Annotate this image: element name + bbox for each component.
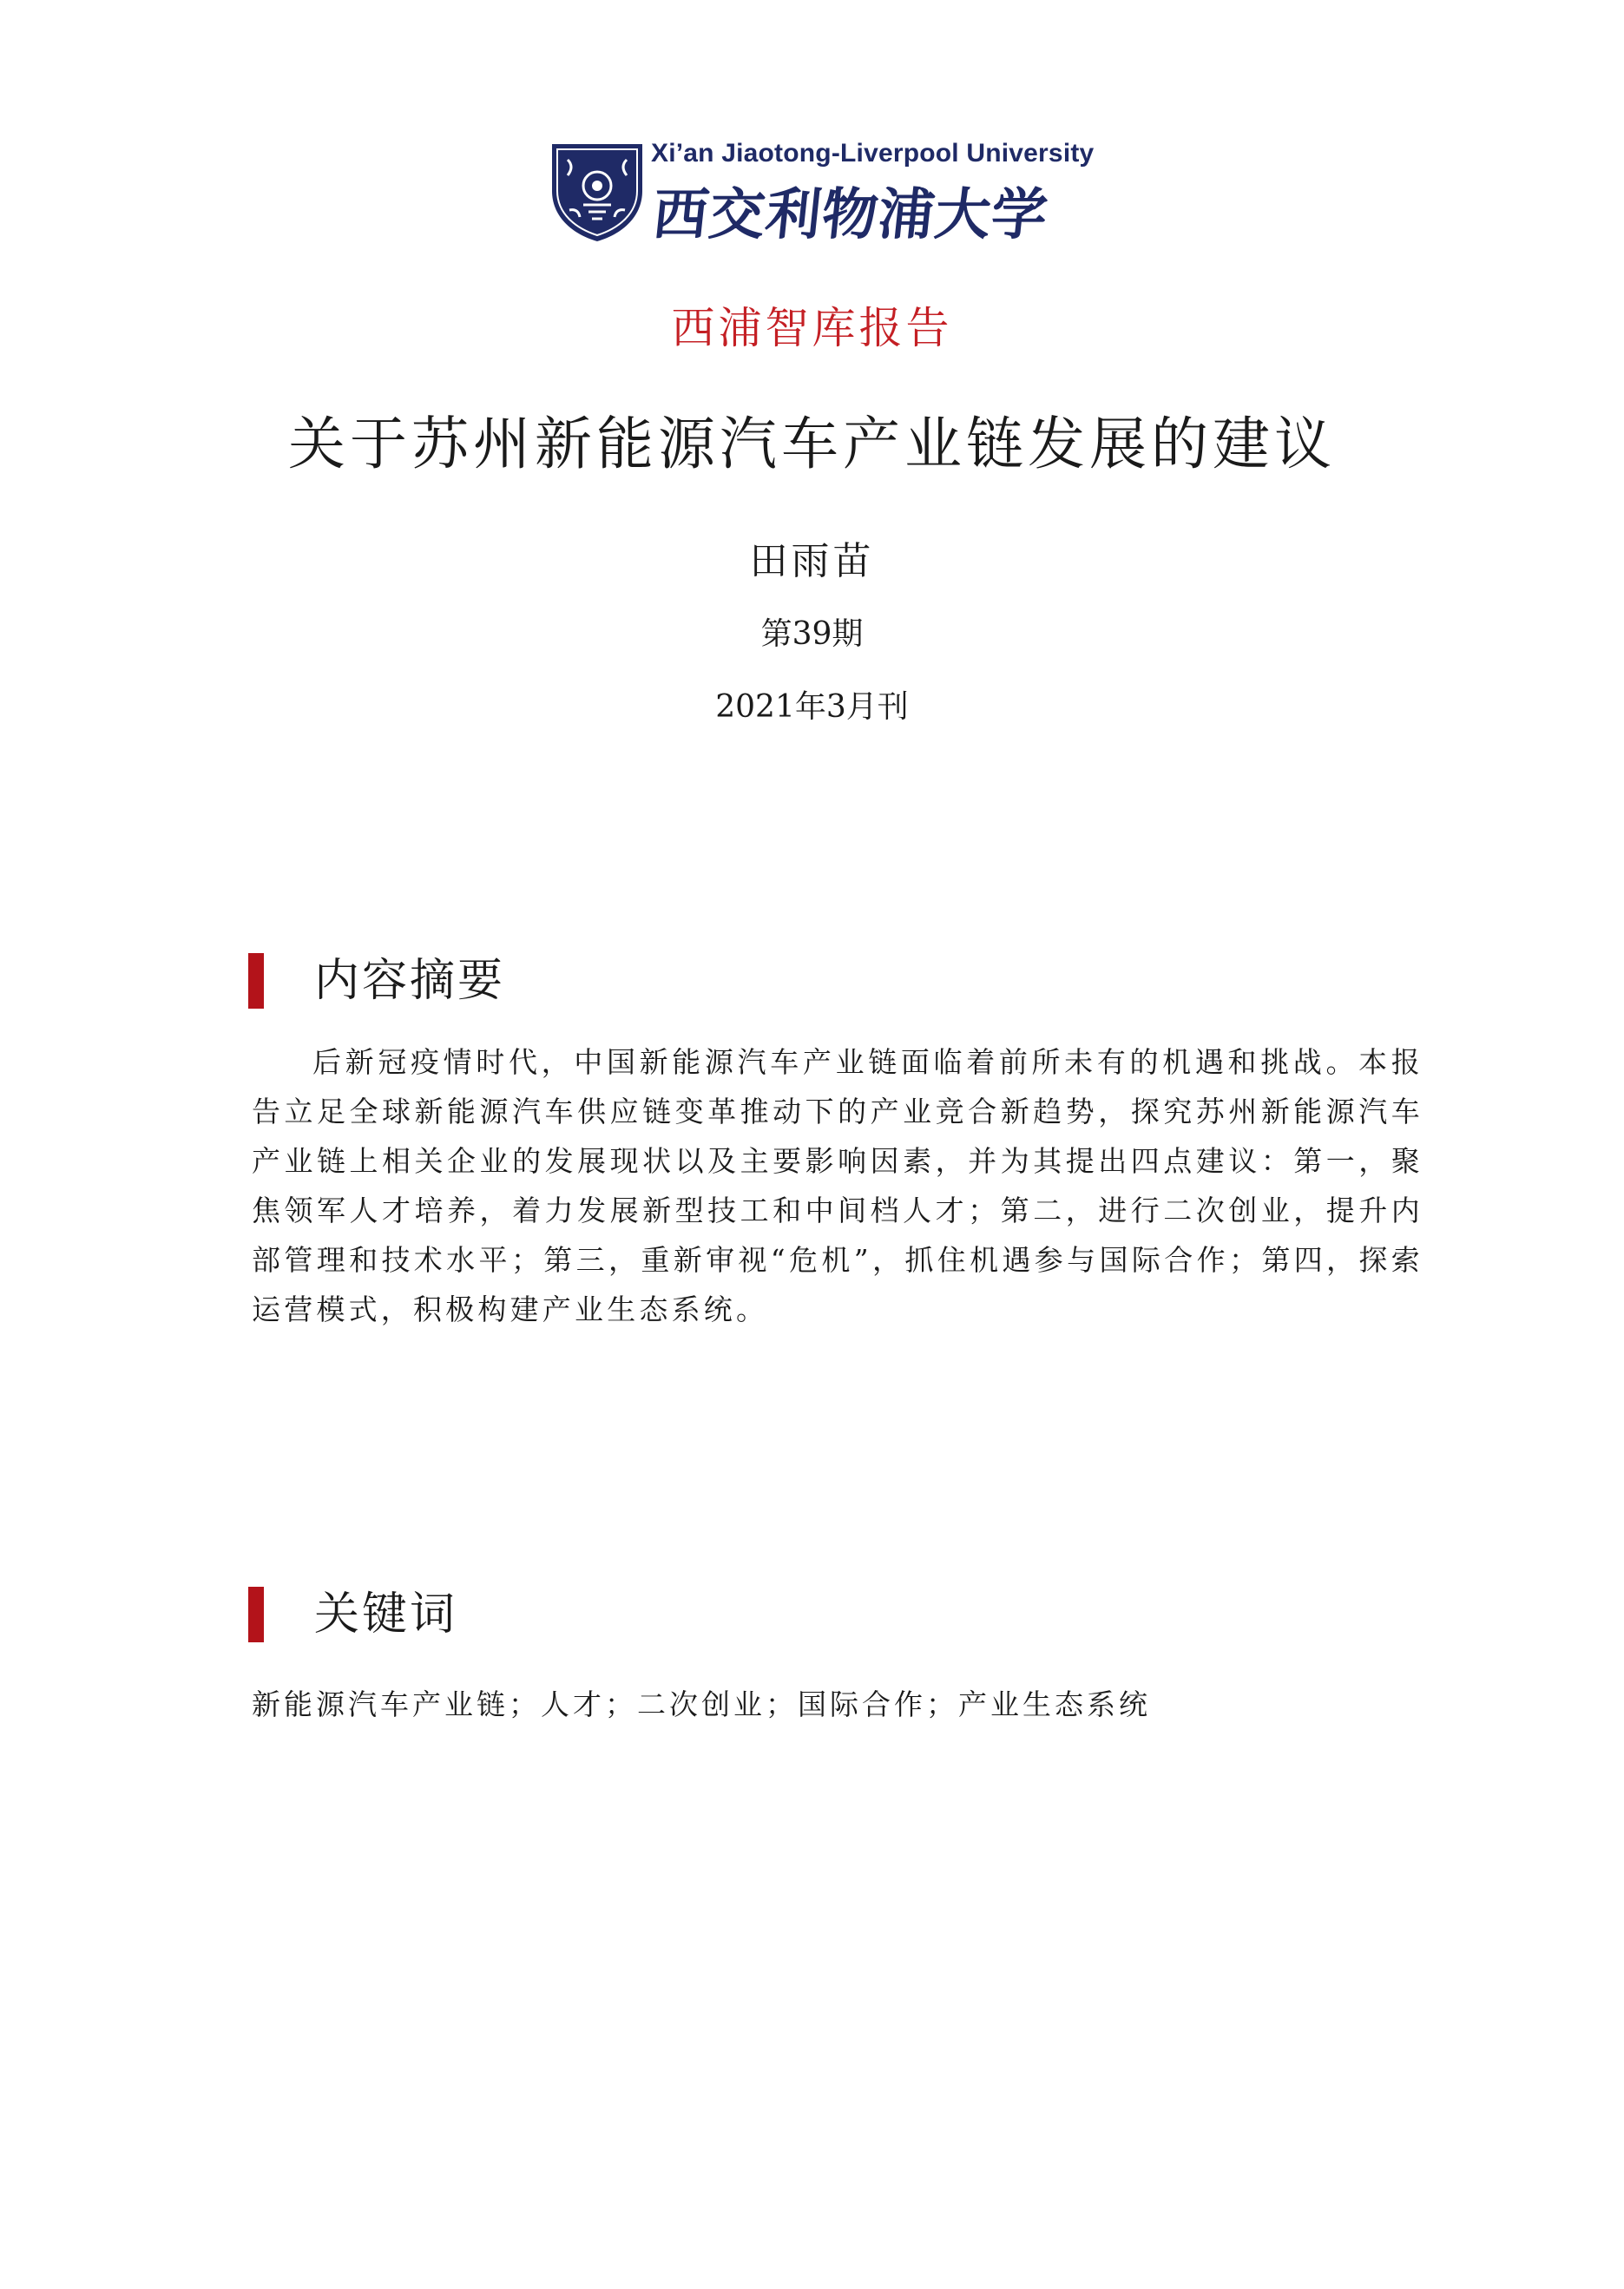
keywords-body: 新能源汽车产业链；人才；二次创业；国际合作；产业生态系统	[252, 1687, 1151, 1721]
section-marker-bar	[248, 1587, 264, 1642]
university-name-en: Xi’an Jiaotong-Liverpool University	[651, 139, 1095, 168]
keywords-heading: 关键词	[314, 1588, 458, 1641]
report-date: 2021年3月刊	[715, 689, 909, 725]
report-title: 关于苏州新能源汽车产业链发展的建议	[288, 411, 1336, 477]
report-series: 西浦智库报告	[671, 303, 953, 353]
report-issue: 第39期	[760, 616, 864, 652]
section-marker-bar	[248, 953, 264, 1009]
university-crest-icon	[549, 141, 646, 243]
report-author: 田雨苗	[749, 539, 875, 583]
university-logo	[549, 137, 1095, 247]
abstract-heading: 内容摘要	[314, 955, 506, 1007]
university-name-cn: 西交利物浦大学	[649, 182, 1052, 247]
abstract-body: 后新冠疫情时代，中国新能源汽车产业链面临着前所未有的机遇和挑战。本报告立足全球新能源汽车供应链变革推动下的产业竞合新趋势，探究苏州新能源汽车产业链上相关企业的发展现状以及主要影响因素，并为其提出四点建议：第一，聚焦领军人才培养，着力发展新型技工和中间档人才；第二，进行二次创业，提升内部管理和技术水平；第三，重新审视“危机”，抓住机遇参与国际合作；第四，探索运营模式，积极构建产业生态系统。	[252, 1045, 1423, 1326]
